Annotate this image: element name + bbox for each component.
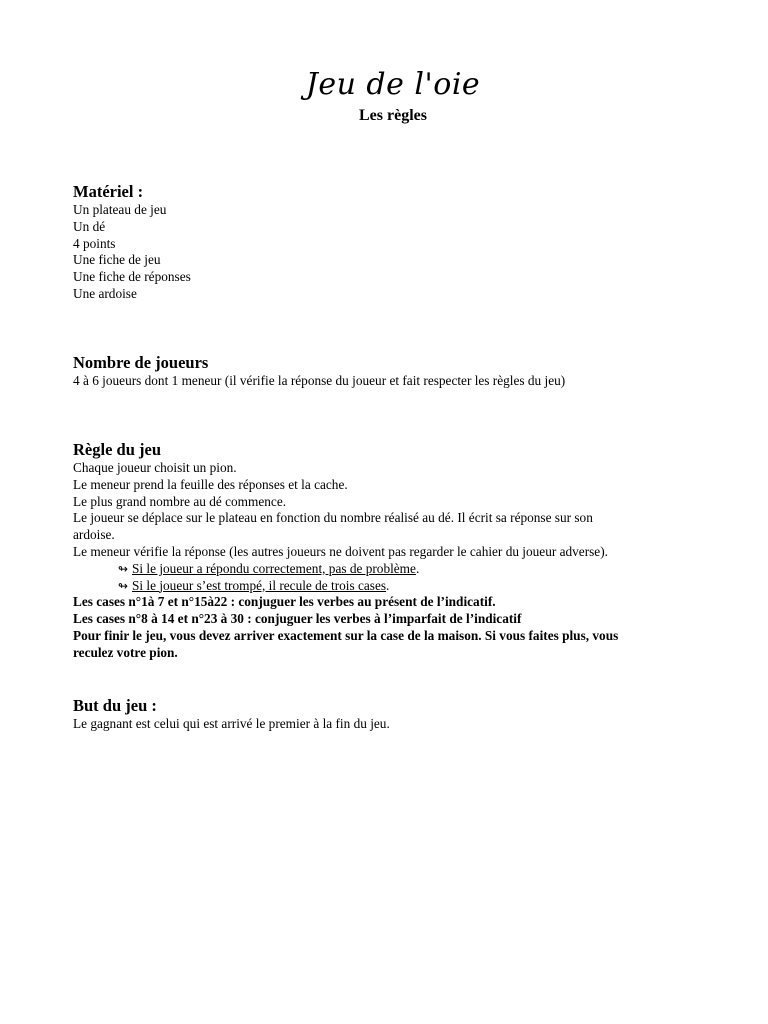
regle-case-trompe <box>73 578 723 595</box>
case-trompe-end: . <box>386 577 390 593</box>
materiel-item: Une ardoise <box>73 285 137 301</box>
materiel-item: Un dé <box>73 218 106 234</box>
regle-bold-line: Les cases n°1à 7 et n°15à22 : conjuguer les verbes au présent de l’indicatif. <box>73 594 496 610</box>
regle-bold-line: reculez votre pion. <box>73 644 178 660</box>
arrow-icon: ↬ <box>118 561 129 576</box>
regle-case-correct <box>73 561 723 578</box>
regle-line: Le plus grand nombre au dé commence. <box>73 493 287 509</box>
heading-materiel: Matériel : <box>73 182 144 201</box>
materiel-item: Une fiche de jeu <box>73 252 161 268</box>
heading-but-du-jeu: But du jeu : <box>73 696 157 715</box>
regle-line: Le meneur prend la feuille des réponses et la cache. <box>73 476 348 492</box>
section-regle-du-jeu <box>73 440 723 662</box>
arrow-icon: ↬ <box>118 578 129 593</box>
joueurs-text: 4 à 6 joueurs dont 1 meneur (il vérifie la réponse du joueur et fait respecter les règles du jeu) <box>73 373 566 388</box>
section-but-du-jeu <box>73 696 723 733</box>
regle-line: Le joueur se déplace sur le plateau en fonction du nombre réalisé au dé. Il écrit sa réponse sur son <box>73 510 593 526</box>
section-nombre-joueurs <box>73 353 723 390</box>
page-subtitle: Les règles <box>359 107 427 124</box>
materiel-item: Un plateau de jeu <box>73 202 167 217</box>
case-correct-end: . <box>415 560 420 576</box>
case-correct-text: Si le joueur a répondu correctement, pas de problème <box>132 560 416 576</box>
section-materiel <box>73 182 723 303</box>
materiel-item: Une fiche de réponses <box>73 269 191 285</box>
regle-bold-line: Pour finir le jeu, vous devez arriver exactement sur la case de la maison. Si vous faites plus, vous <box>73 627 619 643</box>
regle-bold-line: Les cases n°8 à 14 et n°23 à 30 : conjuguer les verbes à l’imparfait de l’indicatif <box>73 611 522 627</box>
heading-regle-du-jeu: Règle du jeu <box>73 440 161 459</box>
page-title: Jeu de l'oie <box>305 67 481 102</box>
case-trompe-text: Si le joueur s’est trompé, il recule de trois cases <box>132 577 387 593</box>
but-text: Le gagnant est celui qui est arrivé le premier à la fin du jeu. <box>73 716 390 731</box>
regle-line: ardoise. <box>73 527 115 543</box>
materiel-item: 4 points <box>73 235 116 251</box>
regle-line: Le meneur vérifie la réponse (les autres joueurs ne doivent pas regarder le cahier du joueur adverse). <box>73 543 608 559</box>
regle-line: Chaque joueur choisit un pion. <box>73 460 237 475</box>
heading-nombre-joueurs: Nombre de joueurs <box>73 353 209 372</box>
